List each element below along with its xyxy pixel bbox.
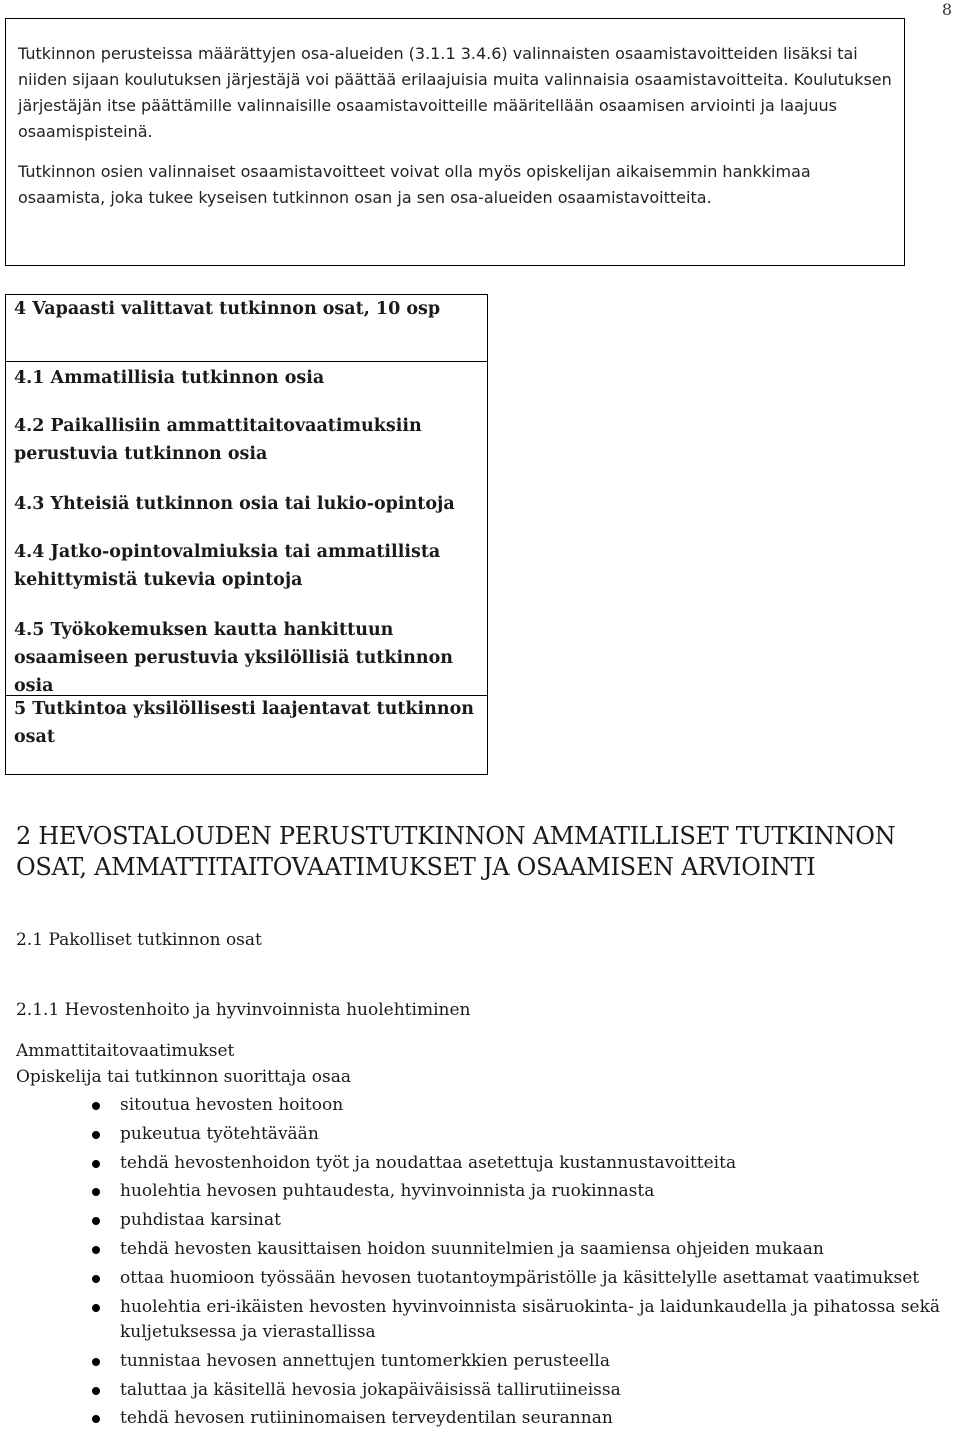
bullet-icon	[92, 1131, 100, 1139]
note-paragraph-2: Tutkinnon osien valinnaiset osaamistavoitteet voivat olla myös opiskelijan aikaisemmin hankkimaa osaamista, joka tukee kyseisen tutkinnon osan ja sen osa-alueiden osaamistavoitteita.	[18, 162, 811, 207]
toc-item: 4.4 Jatko-opintovalmiuksia tai ammatillista kehittymistä tukevia opintoja	[14, 542, 441, 590]
toc-footer-cell	[6, 695, 487, 747]
requirements-intro: Opiskelija tai tutkinnon suorittaja osaa	[16, 1067, 351, 1087]
toc-item: 4.5 Työkokemuksen kautta hankittuun osaamiseen perustuvia yksilöllisiä tutkinnon osia	[14, 620, 454, 696]
bullet-icon	[92, 1217, 100, 1225]
bullet-icon	[92, 1275, 100, 1283]
bullet-icon	[92, 1358, 100, 1366]
list-item: tehdä hevosten kausittaisen hoidon suunnitelmien ja saamiensa ohjeiden mukaan	[16, 1237, 946, 1263]
skills-list	[16, 1093, 946, 1432]
page-number: 8	[941, 0, 952, 19]
chapter-title: 2 HEVOSTALOUDEN PERUSTUTKINNON AMMATILLISET TUTKINNON OSAT, AMMATTITAITOVAATIMUKSET JA OSAAMISEN ARVIOINTI	[16, 822, 896, 881]
list-item: taluttaa ja käsitellä hevosia jokapäiväisissä tallirutiineissa	[16, 1378, 946, 1404]
bullet-icon	[92, 1387, 100, 1395]
toc-item: 4.3 Yhteisiä tutkinnon osia tai lukio-opintoja	[14, 494, 455, 514]
bullet-icon	[92, 1102, 100, 1110]
toc-footer: 5 Tutkintoa yksilöllisesti laajentavat tutkinnon osat	[14, 699, 475, 747]
requirements-block	[16, 1038, 946, 1435]
bullet-icon	[92, 1160, 100, 1168]
subsection-heading: 2.1.1 Hevostenhoito ja hyvinvoinnista huolehtiminen	[16, 1000, 471, 1020]
list-item: tehdä hevostenhoidon työt ja noudattaa asetettuja kustannustavoitteita	[16, 1151, 946, 1177]
toc-header-cell	[6, 295, 487, 362]
bullet-icon	[92, 1188, 100, 1196]
list-item: tunnistaa hevosen annettujen tuntomerkkien perusteella	[16, 1349, 946, 1375]
list-item: tehdä hevosen rutiininomaisen terveydentilan seurannan	[16, 1406, 946, 1432]
bullet-icon	[92, 1415, 100, 1423]
list-item: puhdistaa karsinat	[16, 1208, 946, 1234]
bullet-icon	[92, 1304, 100, 1312]
list-item: ottaa huomioon työssään hevosen tuotantoympäristölle ja käsittelylle asettamat vaatimukset	[16, 1266, 946, 1292]
bullet-icon	[92, 1246, 100, 1254]
requirements-heading: Ammattitaitovaatimukset	[16, 1041, 235, 1061]
elective-units-box	[5, 294, 488, 775]
toc-item: 4.1 Ammatillisia tutkinnon osia	[14, 368, 325, 388]
section-heading: 2.1 Pakolliset tutkinnon osat	[16, 930, 262, 950]
list-item: huolehtia hevosen puhtaudesta, hyvinvoinnista ja ruokinnasta	[16, 1179, 946, 1205]
list-item: pukeutua työtehtävään	[16, 1122, 946, 1148]
toc-heading: 4 Vapaasti valittavat tutkinnon osat, 10 osp	[14, 299, 441, 319]
toc-item: 4.2 Paikallisiin ammattitaitovaatimuksiin perustuvia tutkinnon osia	[14, 416, 422, 464]
list-item: sitoutua hevosten hoitoon	[16, 1093, 946, 1119]
list-item: huolehtia eri-ikäisten hevosten hyvinvoinnista sisäruokinta- ja laidunkaudella ja pihatossa sekä kuljetuksessa ja vierastallissa	[16, 1295, 946, 1346]
note-paragraph-1: Tutkinnon perusteissa määrättyjen osa-alueiden (3.1.1 3.4.6) valinnaisten osaamistavoitteiden lisäksi tai niiden sijaan koulutuksen järjestäjä voi päättää erilaajuisia muita valinnaisia osaamistavoitteita. Koulutuksen järjestäjän itse päättämille valinnaisille osaamistavoitteille määritellään osaamisen arviointi ja laajuus osaamispisteinä.	[18, 44, 892, 141]
note-box	[5, 18, 905, 266]
